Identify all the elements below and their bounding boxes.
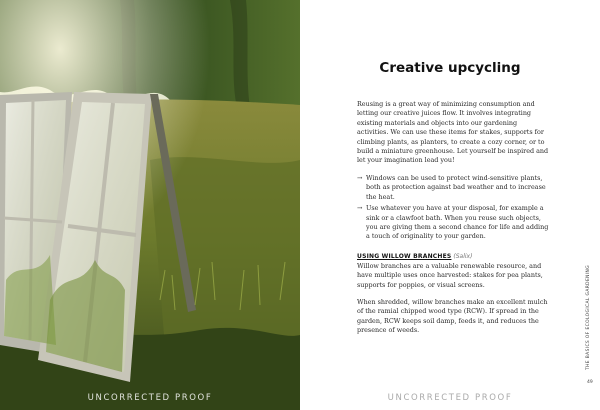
section-heading [357,253,549,260]
page-title: Creative upcycling [379,60,521,76]
list-item [357,204,549,242]
willow-paragraph-1: Willow branches are a valuable renewable resource, and have multiple uses once harvested: stakes for pea plants, supports for poppies, or visual screens. [357,262,543,289]
intro-paragraph: Reusing is a great way of minimizing consumption and letting our creative juices flow. It involves integrating existing materials and objects into our gardening activities. We can use these items for stakes, supports for climbing plants, as planters, to create a cozy corner, or to build a miniature greenhouse. Let yourself be inspired and let your imagination lead you! [357,100,549,165]
willow-paragraph-2: When shredded, willow branches make an excellent mulch of the ramial chipped wood type (RCW). If spread in the garden, RCW keeps soil damp, feeds it, and reduces the presence of weeds. [357,298,548,335]
list-item [357,174,549,202]
arrow-icon: → [357,204,363,213]
uncorrected-proof-watermark: UNCORRECTED PROOF [87,393,213,403]
arrow-icon: → [357,174,363,182]
text-page [300,0,600,410]
running-head: THE BASICS OF ECOLOGICAL GARDENING [586,264,591,370]
uncorrected-proof-watermark: UNCORRECTED PROOF [387,393,513,403]
section-heading-label: USING WILLOW BRANCHES [357,253,452,260]
page-number: 49 [587,380,593,385]
list-item-text: Use whatever you have at your disposal, for example a sink or a clawfoot bath. When you reuse such objects, you are giving them a second chance for life and adding a touch of originality to your garden. [366,204,549,241]
section-heading-latin: (Salix) [453,253,473,260]
tips-list [357,174,549,244]
list-item-text: Windows can be used to protect wind-sensitive plants, both as protection against bad weather and to increase the heat. [366,174,546,201]
